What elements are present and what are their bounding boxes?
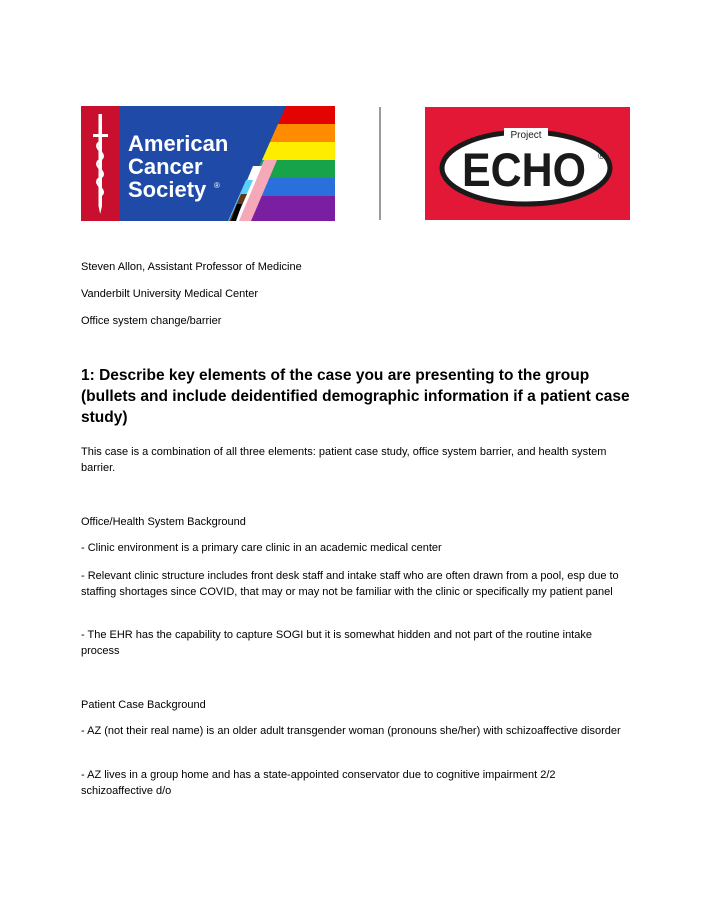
patient-bullet: - AZ lives in a group home and has a state-appointed conservator due to cognitive impairment 2/2 schizoaffective d/o <box>81 769 556 797</box>
office-section-title: Office/Health System Background <box>81 516 246 528</box>
acs-registered-mark: ® <box>214 181 220 190</box>
acs-logo-line1: American <box>128 131 229 156</box>
intro-paragraph: This case is a combination of all three elements: patient case study, office system barrier, and health system barrier. <box>81 446 607 474</box>
echo-registered-mark: ® <box>598 151 605 161</box>
acs-logo-line3: Society <box>128 177 207 202</box>
office-bullet: - Relevant clinic structure includes front desk staff and intake staff who are often drawn from a pool, esp due to staffing shortages since COVID, that may or may not be familiar with the clinic or specifically my patient panel <box>81 570 619 598</box>
patient-bullet: - AZ (not their real name) is an older adult transgender woman (pronouns she/her) with schizoaffective disorder <box>81 725 621 737</box>
patient-section-title: Patient Case Background <box>81 699 206 711</box>
office-bullet: - The EHR has the capability to capture SOGI but it is somewhat hidden and not part of the routine intake process <box>81 629 592 657</box>
author-institution: Vanderbilt University Medical Center <box>81 288 259 300</box>
american-cancer-society-logo <box>81 106 335 221</box>
project-echo-logo <box>425 107 630 220</box>
logo-divider <box>379 107 381 220</box>
office-bullet: - Clinic environment is a primary care clinic in an academic medical center <box>81 542 442 554</box>
echo-logo-big-text: ECHO <box>462 143 586 196</box>
author-name-line: Steven Allon, Assistant Professor of Medicine <box>81 261 302 273</box>
author-topic: Office system change/barrier <box>81 315 222 327</box>
acs-logo-line2: Cancer <box>128 154 203 179</box>
section-heading: 1: Describe key elements of the case you are presenting to the group (bullets and include deidentified demographic information if a patient case study) <box>81 367 630 426</box>
echo-logo-small-text: Project <box>510 130 542 141</box>
